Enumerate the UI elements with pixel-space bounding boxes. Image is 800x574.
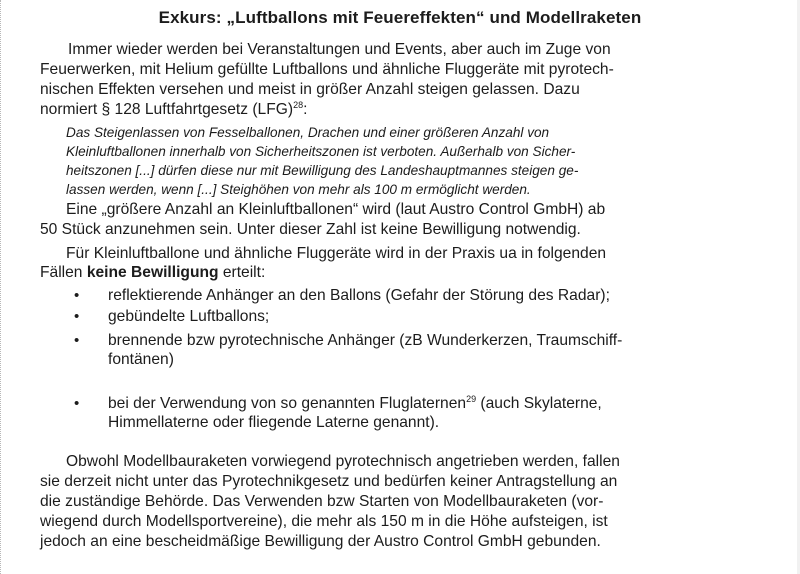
quote-line4: lassen werden, wenn [...] Steighöhen von mehr als 100 m ermöglicht werden.	[66, 182, 531, 197]
bullet-dot: •	[74, 308, 80, 325]
para4-line2: sie derzeit nicht unter das Pyrotechnikgesetz und bedürfen keiner Antragstellung an	[40, 473, 618, 490]
para2-line1: Eine „größere Anzahl an Kleinluftballonen“ wird (laut Austro Control GmbH) ab	[66, 201, 606, 218]
para1-line4-colon: :	[303, 101, 308, 118]
bullet-item-4-text: bei der Verwendung von so genannten Fluglaternen	[108, 395, 467, 412]
para1-line4-text: normiert § 128 Luftfahrtgesetz (LFG)	[40, 101, 294, 118]
footnote-ref-28: 28	[293, 99, 304, 110]
para3-line2	[40, 263, 265, 282]
section-heading: Exkurs: „Luftballons mit Feuereffekten“ und Modellraketen	[158, 8, 642, 27]
bullet-item-4-text-end: (auch Skylaterne,	[476, 395, 602, 412]
bullet-dot: •	[74, 332, 80, 349]
para1-line2: Feuerwerken, mit Helium gefüllte Luftballons und ähnliche Fluggeräte mit pyrotech-	[40, 61, 614, 78]
bullet-dot: •	[74, 395, 80, 412]
para3-line2-end: erteilt:	[218, 264, 266, 281]
scan-edge-left	[0, 0, 7, 574]
keine-bewilligung-emphasis: keine Bewilligung	[86, 264, 219, 281]
para3-line2-start: Fällen	[40, 264, 87, 281]
bullet-item-3-line1: brennende bzw pyrotechnische Anhänger (zB Wunderkerzen, Traumschiff-	[108, 332, 623, 349]
footnote-ref-29: 29	[466, 393, 477, 404]
bullet-item-4-line2: Himmellaterne oder fliegende Laterne genannt).	[108, 414, 440, 431]
quote-line3: heitszonen [...] dürfen diese nur mit Bewilligung des Landeshauptmannes steigen ge-	[66, 163, 579, 178]
para3-line1: Für Kleinluftballone und ähnliche Fluggeräte wird in der Praxis ua in folgenden	[66, 245, 607, 262]
quote-line1: Das Steigenlassen von Fesselballonen, Drachen und einer größeren Anzahl von	[66, 125, 550, 140]
para4-line5: jedoch an eine bescheidmäßige Bewilligung der Austro Control GmbH gebunden.	[40, 533, 601, 550]
bullet-dot: •	[74, 287, 80, 304]
bullet-item-4-line1	[108, 394, 602, 413]
para4-line1: Obwohl Modellbauraketen vorwiegend pyrotechnisch angetrieben werden, fallen	[66, 453, 620, 470]
bullet-item-2: gebündelte Luftballons;	[108, 308, 270, 325]
para4-line3: die zuständige Behörde. Das Verwenden bzw Starten von Modellbauraketen (vor-	[40, 493, 604, 510]
para1-line3: nischen Effekten versehen und meist in größer Anzahl steigen gelassen. Dazu	[40, 81, 580, 98]
para1-line1: Immer wieder werden bei Veranstaltungen und Events, aber auch im Zuge von	[68, 41, 611, 58]
para1-line4	[40, 100, 307, 119]
quote-line2: Kleinluftballonen innerhalb von Sicherheitszonen ist verboten. Außerhalb von Sicher-	[66, 144, 576, 159]
bullet-item-3-line2: fontänen)	[108, 351, 174, 368]
para4-line4: wiegend durch Modellsportvereine), die mehr als 150 m in die Höhe aufsteigen, ist	[40, 513, 608, 530]
para2-line2: 50 Stück anzunehmen sein. Unter dieser Zahl ist keine Bewilligung notwendig.	[40, 221, 581, 238]
bullet-item-1: reflektierende Anhänger an den Ballons (Gefahr der Störung des Radar);	[108, 287, 610, 304]
